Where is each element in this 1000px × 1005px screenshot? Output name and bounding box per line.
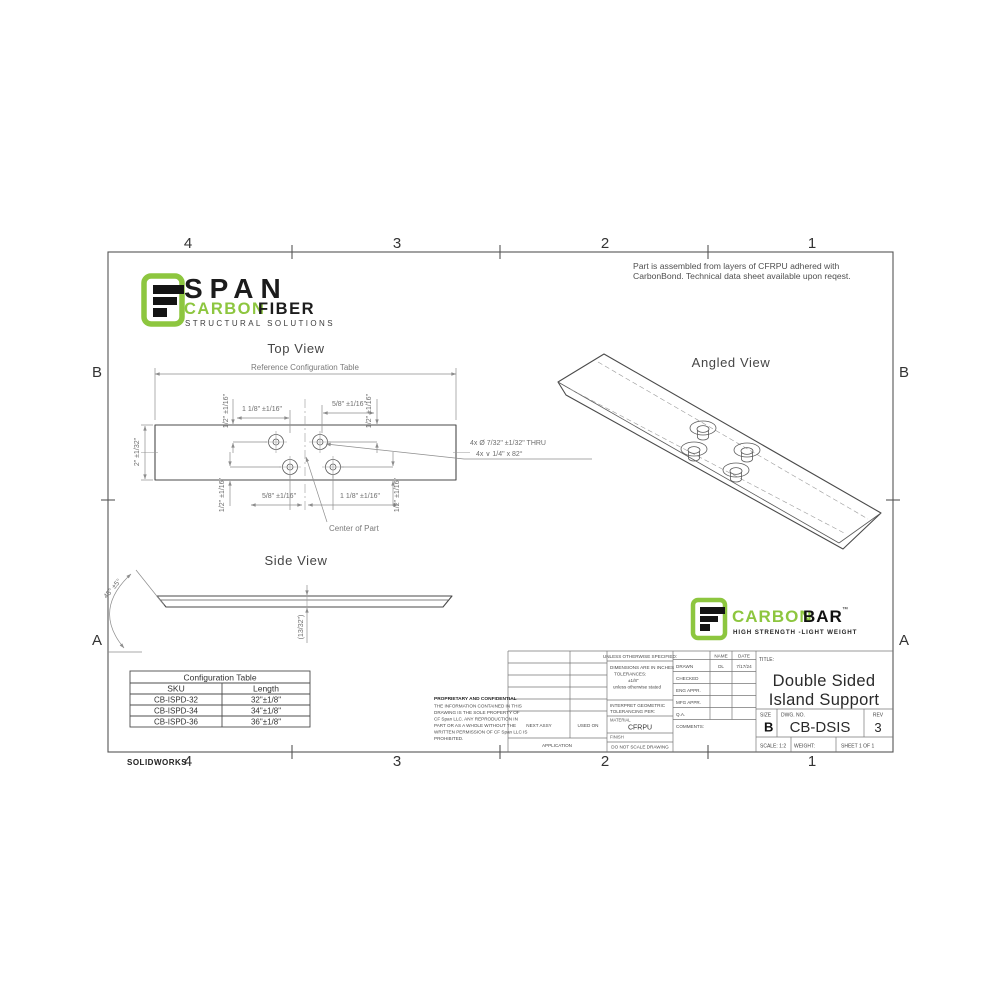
dwg-no-value: CB-DSIS	[789, 719, 851, 736]
rev-value: 3	[874, 720, 882, 735]
zone-row-b-left: B	[91, 364, 103, 381]
config-length-2: 36"±1/8"	[250, 717, 282, 727]
proprietary-line: WRITTEN PERMISSION OF CF Span LLC IS	[434, 729, 528, 735]
proprietary-note	[434, 696, 527, 741]
size-label: SIZE	[760, 712, 772, 719]
dims-note-line: DIMENSIONS ARE IN INCHES	[610, 665, 675, 670]
config-table-row	[154, 707, 281, 716]
dims-note-line: ±1/8"	[628, 678, 639, 683]
zone-col-4-top: 4	[183, 235, 193, 252]
next-assy-label: NEXT ASSY	[526, 723, 552, 728]
signoff-name-drawn: DL	[718, 664, 724, 669]
finish-label: FINISH	[610, 734, 624, 740]
angled-view-hidden-lines	[570, 362, 868, 534]
zone-col-3-bottom: 3	[392, 753, 402, 770]
unless-otherwise-label: UNLESS OTHERWISE SPECIFIED:	[602, 654, 678, 659]
config-sku-0: CB-ISPD-32	[153, 695, 199, 705]
name-header: NAME	[714, 653, 728, 659]
proprietary-line: PROHIBITED.	[434, 736, 464, 741]
application-label: APPLICATION	[541, 743, 573, 748]
config-length-1: 34"±1/8"	[250, 706, 282, 716]
signoff-label-eng-appr: ENG APPR.	[676, 688, 701, 693]
zone-col-1-top: 1	[807, 235, 817, 252]
signoff-label-drawn: DRAWN	[676, 664, 694, 669]
center-of-part-label: Center of Part	[329, 524, 379, 533]
angled-view-title: Angled View	[691, 355, 771, 370]
top-view-lower-dimensions	[219, 452, 401, 512]
hole-callout-line1: 4x Ø 7/32" ±1/32" THRU	[470, 440, 546, 447]
span-logo-word: SPAN	[184, 273, 288, 304]
span-logo-carbon: CARBON	[184, 300, 266, 318]
carbonbar-logo-carbon: CARBON	[732, 607, 813, 626]
pitch-dim-top-center: 5/8" ±1/16"	[331, 401, 367, 408]
pitch-dim-bottom-right: 1 1/8" ±1/16"	[340, 493, 380, 500]
config-table-title: Configuration Table	[183, 672, 257, 683]
angled-view-part-outline	[558, 354, 881, 549]
config-length-0: 32"±1/8"	[250, 695, 282, 705]
zone-row-a-left: A	[91, 632, 103, 649]
carbonbar-logo	[693, 600, 857, 638]
zone-col-2-bottom: 2	[600, 753, 610, 770]
top-view-upper-dimensions	[223, 393, 377, 453]
signoff-label-mfg-appr: MFG APPR.	[676, 700, 702, 705]
zone-col-3-top: 3	[392, 235, 402, 252]
solidworks-label: SOLIDWORKS	[127, 758, 188, 767]
zone-col-1-bottom: 1	[807, 753, 817, 770]
material-value: CFRPU	[627, 724, 653, 732]
dims-note-line: unless otherwise stated	[613, 684, 662, 690]
hole-callout-line2: 4x ∨ 1/4" x 82°	[476, 451, 523, 458]
carbonbar-logo-bar: BAR	[803, 607, 843, 626]
date-header: DATE	[738, 653, 750, 659]
signoff-label-comments: COMMENTS:	[676, 724, 705, 729]
zone-row-a-right: A	[898, 632, 910, 649]
zone-row-b-right: B	[898, 364, 910, 381]
edge-dim-top-right: 1/2" ±1/16"	[366, 393, 373, 429]
top-view	[134, 341, 592, 533]
config-table-header-length: Length	[253, 683, 279, 694]
proprietary-line: PART OR AS A WHOLE WITHOUT THE	[434, 723, 517, 728]
carbonbar-logo-tm: ™	[842, 607, 848, 613]
pitch-dim-bottom-left: 5/8" ±1/16"	[261, 493, 297, 500]
side-view	[102, 553, 452, 652]
carbonbar-logo-tagline: HIGH STRENGTH -LIGHT WEIGHT	[733, 629, 858, 636]
width-dim-label: 2" ±1/32"	[134, 437, 141, 467]
side-view-part-outline	[157, 596, 452, 607]
span-logo-fiber: FIBER	[258, 300, 315, 318]
rev-label: REV	[872, 712, 884, 719]
zone-col-4-bottom: 4	[183, 753, 193, 770]
signoff-label-checked: CHECKED	[676, 676, 699, 681]
ref-config-dim-label: Reference Configuration Table	[251, 363, 359, 372]
dims-note-line: TOLERANCES:	[614, 671, 647, 677]
proprietary-line: CF Span LLC. ANY REPRODUCTION IN	[434, 716, 518, 722]
span-carbonfiber-logo	[144, 273, 335, 328]
angled-view-holes	[681, 421, 760, 482]
thickness-dim-label: (13/32")	[298, 614, 305, 640]
top-view-hole-callout	[326, 440, 592, 459]
sheet-label: SHEET 1 OF 1	[841, 743, 875, 750]
side-view-angle-dimension	[102, 570, 164, 652]
used-on-label: USED ON	[577, 723, 599, 728]
config-table-row	[154, 696, 281, 705]
edge-dim-bottom-left: 1/2" ±1/16"	[219, 477, 226, 513]
chamfer-angle-label: 45° ±5°	[102, 577, 123, 601]
assembly-note	[633, 261, 851, 281]
do-not-scale-label: DO NOT SCALE DRAWING	[611, 744, 669, 750]
signoff-date-drawn: 7/17/24	[736, 664, 752, 669]
top-view-title: Top View	[267, 341, 325, 356]
drawing-title-line1: Double Sided	[772, 672, 876, 690]
material-label: MATERIAL	[610, 717, 631, 723]
title-label: TITLE:	[759, 657, 775, 663]
weight-label: WEIGHT:	[794, 743, 815, 750]
title-block	[434, 651, 893, 752]
config-table-header-sku: SKU	[167, 683, 185, 694]
assembly-note-line2: CarbonBond. Technical data sheet available upon reqest.	[633, 271, 851, 281]
dwg-no-label: DWG. NO.	[781, 712, 805, 719]
span-logo-tagline: STRUCTURAL SOLUTIONS	[185, 319, 335, 328]
configuration-table	[130, 671, 310, 727]
pitch-dim-top-left: 1 1/8" ±1/16"	[242, 406, 282, 413]
config-sku-1: CB-ISPD-34	[153, 706, 199, 716]
signoff-label-qa: Q.A.	[676, 712, 686, 717]
top-view-ref-dimension	[155, 363, 456, 420]
proprietary-line: DRAWING IS THE SOLE PROPERTY OF	[434, 710, 520, 715]
angled-view	[558, 354, 881, 549]
interpret-line: TOLERANCING PER:	[610, 709, 656, 714]
side-view-thickness-dimension	[298, 585, 307, 643]
proprietary-title: PROPRIETARY AND CONFIDENTIAL	[434, 697, 517, 702]
edge-dim-bottom-right: 1/2" ±1/16"	[394, 477, 401, 513]
top-view-holes	[269, 435, 341, 475]
config-sku-2: CB-ISPD-36	[153, 717, 199, 727]
proprietary-line: THE INFORMATION CONTAINED IN THIS	[434, 703, 522, 709]
drawing-title-line2: Island Support	[768, 691, 880, 709]
zone-col-2-top: 2	[600, 235, 610, 252]
interpret-line: INTERPRET GEOMETRIC	[610, 703, 666, 708]
side-view-title: Side View	[264, 553, 328, 568]
top-view-part-outline	[155, 425, 456, 480]
size-value: B	[764, 719, 774, 735]
edge-dim-top-left: 1/2" ±1/16"	[223, 393, 230, 429]
assembly-note-line1: Part is assembled from layers of CFRPU adhered with	[633, 261, 840, 271]
config-table-row	[154, 718, 281, 727]
scale-label: SCALE: 1:2	[760, 743, 787, 750]
